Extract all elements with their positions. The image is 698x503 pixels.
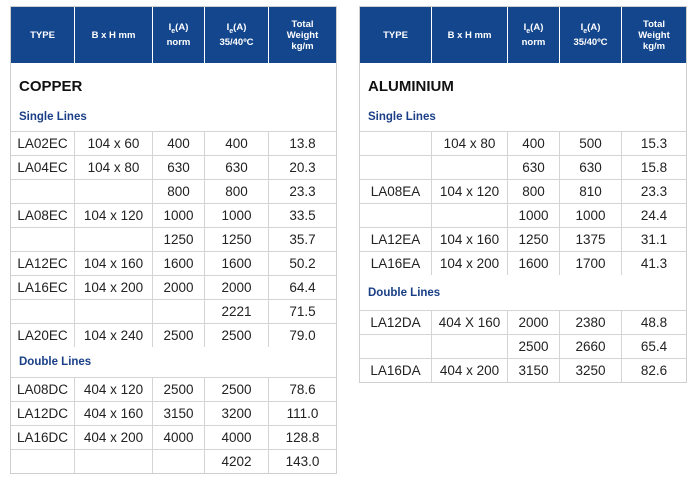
- cell-ie-hot: 800: [205, 180, 269, 203]
- col-dims-label: B x H mm: [91, 29, 136, 41]
- cell-ie-hot: 630: [560, 156, 622, 179]
- cell-type: [360, 132, 432, 155]
- cell-ie-norm: 4000: [153, 426, 205, 449]
- cell-dims: 104 x 200: [432, 252, 508, 275]
- cell-dims: 104 x 200: [75, 276, 153, 299]
- table-row: [11, 203, 336, 227]
- col-weight-line2: Weight: [638, 29, 670, 41]
- col-ie-norm: [153, 7, 205, 63]
- ie-unit: (A): [530, 22, 544, 34]
- table-row: [11, 251, 336, 275]
- cell-weight: 65.4: [640, 339, 668, 354]
- cell-ie-norm: 400: [508, 132, 560, 155]
- col-weight-line3: kg/m: [291, 40, 314, 52]
- cell-ie-hot: 1000: [205, 204, 269, 227]
- cell-dims: [75, 450, 153, 473]
- cell-type: LA12DA: [360, 311, 432, 334]
- cell-dims: 104 x 120: [75, 204, 153, 227]
- col-ie-norm: [508, 7, 560, 63]
- col-weight-line2: Weight: [286, 29, 319, 41]
- cell-type: LA20EC: [11, 324, 75, 347]
- cell-dims: [432, 156, 508, 179]
- table-row: [360, 310, 686, 334]
- cell-weight: 48.8: [640, 315, 668, 330]
- cell-weight: 33.5: [289, 208, 316, 223]
- cell-weight: 111.0: [286, 406, 319, 421]
- cell-ie-norm: 1250: [508, 228, 560, 251]
- ie-subscript: e: [171, 27, 176, 35]
- table-row: [11, 179, 336, 203]
- cell-dims: 104 x 160: [432, 228, 508, 251]
- col-weight: [622, 7, 686, 63]
- aluminium-table: [359, 6, 687, 383]
- col-type: [11, 7, 75, 63]
- cell-type: [360, 335, 432, 358]
- cell-ie-norm: [153, 300, 205, 323]
- cell-ie-hot: 630: [205, 156, 269, 179]
- cell-weight: 20.3: [289, 160, 316, 175]
- cell-weight: 50.2: [289, 256, 316, 271]
- cell-dims: [75, 300, 153, 323]
- cell-ie-norm: 800: [153, 180, 205, 203]
- cell-weight: 64.4: [289, 280, 316, 295]
- cell-dims: [75, 180, 153, 203]
- ie-unit: (A): [175, 22, 189, 34]
- cell-ie-norm: 2000: [153, 276, 205, 299]
- copper-double-rows: [11, 377, 336, 473]
- cell-weight: 31.1: [640, 232, 668, 247]
- cell-ie-norm: 630: [508, 156, 560, 179]
- cell-dims: 104 x 240: [75, 324, 153, 347]
- table-row: [11, 425, 336, 449]
- col-weight-line1: Total: [291, 18, 314, 30]
- cell-ie-hot: 2660: [560, 335, 622, 358]
- ie-unit: (A): [587, 22, 601, 34]
- col-weight: [269, 7, 336, 63]
- cell-ie-norm: 800: [508, 180, 560, 203]
- col-weight-line3: kg/m: [642, 40, 666, 52]
- copper-title: COPPER: [19, 78, 83, 95]
- cell-dims: [432, 204, 508, 227]
- cell-type: LA04EC: [11, 156, 75, 179]
- aluminium-double-rows: [360, 310, 686, 382]
- ie-unit: (A): [233, 22, 247, 34]
- aluminium-single-label: Single Lines: [368, 111, 436, 123]
- aluminium-title: ALUMINIUM: [368, 78, 454, 95]
- cell-type: LA16DC: [11, 426, 75, 449]
- cell-type: [11, 180, 75, 203]
- cell-ie-norm: 2000: [508, 311, 560, 334]
- cell-weight: 71.5: [289, 304, 316, 319]
- cell-ie-norm: 1600: [153, 252, 205, 275]
- copper-header-row: [11, 7, 336, 63]
- cell-ie-norm: 2500: [153, 324, 205, 347]
- cell-dims: 404 X 160: [432, 311, 508, 334]
- ie-subscript: e: [526, 27, 531, 35]
- cell-type: LA12EC: [11, 252, 75, 275]
- cell-ie-hot: 1700: [560, 252, 622, 275]
- cell-type: [360, 204, 432, 227]
- cell-ie-hot: 1600: [205, 252, 269, 275]
- cell-ie-hot: 2000: [205, 276, 269, 299]
- cell-ie-norm: 1000: [153, 204, 205, 227]
- col-ie-norm-current: [169, 22, 189, 37]
- table-row: [360, 155, 686, 179]
- cell-type: LA08EC: [11, 204, 75, 227]
- col-ie-norm-current: [524, 22, 544, 37]
- cell-type: LA16EC: [11, 276, 75, 299]
- cell-ie-norm: 1000: [508, 204, 560, 227]
- cell-ie-hot: 4000: [205, 426, 269, 449]
- ie-symbol: I: [226, 22, 230, 34]
- cell-ie-hot: 3250: [560, 359, 622, 382]
- copper-double-label: Double Lines: [19, 356, 92, 368]
- copper-single-rows: [11, 131, 336, 347]
- table-row: [360, 251, 686, 275]
- table-row: [11, 299, 336, 323]
- table-row: [360, 179, 686, 203]
- aluminium-header-row: [360, 7, 686, 63]
- cell-type: LA02EC: [11, 132, 75, 155]
- cell-type: [11, 450, 75, 473]
- cell-weight: 13.8: [289, 136, 316, 151]
- cell-weight: 41.3: [640, 256, 668, 271]
- col-type-label: TYPE: [383, 29, 408, 41]
- cell-weight: 35.7: [289, 232, 316, 247]
- col-dims-label: B x H mm: [447, 29, 492, 41]
- col-ie-hot: [560, 7, 622, 63]
- cell-weight: 143.0: [285, 454, 320, 469]
- table-row: [11, 227, 336, 251]
- ie-symbol: I: [168, 22, 172, 34]
- table-row: [360, 203, 686, 227]
- cell-ie-norm: 2500: [153, 378, 205, 401]
- cell-weight: 79.0: [289, 328, 316, 343]
- col-type-label: TYPE: [30, 29, 55, 41]
- ie-subscript: e: [229, 27, 234, 35]
- cell-ie-norm: [153, 450, 205, 473]
- cell-ie-norm: 3150: [508, 359, 560, 382]
- col-weight-line1: Total: [643, 18, 665, 30]
- cell-weight: 24.4: [640, 208, 668, 223]
- cell-ie-hot: 500: [560, 132, 622, 155]
- table-row: [360, 227, 686, 251]
- ie-symbol: I: [580, 22, 584, 34]
- cell-ie-hot: 2221: [205, 300, 269, 323]
- cell-ie-hot: 2500: [205, 324, 269, 347]
- cell-ie-hot: 1250: [205, 228, 269, 251]
- cell-weight: 82.6: [640, 363, 668, 378]
- col-ie-hot-current: [581, 22, 601, 37]
- cell-ie-norm: 400: [153, 132, 205, 155]
- col-ie-hot-current: [227, 22, 247, 37]
- cell-type: LA08EA: [360, 180, 432, 203]
- cell-ie-hot: 3200: [205, 402, 269, 425]
- cell-type: LA16DA: [360, 359, 432, 382]
- ie-symbol: I: [523, 22, 527, 34]
- col-ie-hot-label: 35/40ºC: [219, 36, 254, 48]
- cell-ie-norm: 2500: [508, 335, 560, 358]
- cell-dims: 404 x 120: [75, 378, 153, 401]
- aluminium-double-label: Double Lines: [368, 286, 441, 299]
- cell-dims: 404 x 200: [432, 359, 508, 382]
- cell-dims: [432, 335, 508, 358]
- cell-weight: 15.8: [640, 160, 668, 175]
- cell-ie-norm: 1600: [508, 252, 560, 275]
- cell-ie-hot: 2380: [560, 311, 622, 334]
- cell-ie-hot: 400: [205, 132, 269, 155]
- copper-table: [10, 6, 337, 474]
- cell-weight: 128.8: [285, 430, 320, 445]
- cell-weight: 23.3: [640, 184, 668, 199]
- table-row: [360, 131, 686, 155]
- col-dims: [75, 7, 153, 63]
- cell-ie-norm: 3150: [153, 402, 205, 425]
- cell-dims: 404 x 200: [75, 426, 153, 449]
- cell-type: [11, 228, 75, 251]
- cell-dims: 104 x 60: [75, 132, 153, 155]
- col-ie-norm-label: norm: [521, 36, 546, 48]
- ie-subscript: e: [583, 27, 588, 35]
- cell-weight: 23.3: [289, 184, 316, 199]
- cell-type: [360, 156, 432, 179]
- cell-type: LA08DC: [11, 378, 75, 401]
- col-ie-hot-label: 35/40ºC: [573, 36, 608, 48]
- cell-type: [11, 300, 75, 323]
- cell-ie-hot: 2500: [205, 378, 269, 401]
- cell-type: LA12DC: [11, 402, 75, 425]
- cell-ie-hot: 1000: [560, 204, 622, 227]
- col-dims: [432, 7, 508, 63]
- table-row: [11, 275, 336, 299]
- cell-weight: 15.3: [640, 136, 668, 151]
- cell-ie-hot: 1375: [560, 228, 622, 251]
- table-row: [11, 377, 336, 401]
- col-type: [360, 7, 432, 63]
- aluminium-single-rows: [360, 131, 686, 275]
- cell-dims: [75, 228, 153, 251]
- cell-dims: 104 x 80: [432, 132, 508, 155]
- cell-weight: 78.6: [289, 382, 316, 397]
- cell-ie-hot: 810: [560, 180, 622, 203]
- table-row: [360, 334, 686, 358]
- cell-ie-norm: 630: [153, 156, 205, 179]
- cell-dims: 104 x 80: [75, 156, 153, 179]
- cell-dims: 104 x 120: [432, 180, 508, 203]
- table-row: [11, 323, 336, 347]
- cell-ie-norm: 1250: [153, 228, 205, 251]
- col-ie-hot: [205, 7, 269, 63]
- table-row: [11, 155, 336, 179]
- cell-type: LA16EA: [360, 252, 432, 275]
- table-row: [11, 401, 336, 425]
- table-row: [360, 358, 686, 382]
- col-ie-norm-label: norm: [166, 36, 191, 48]
- cell-ie-hot: 4202: [205, 450, 269, 473]
- cell-dims: 404 x 160: [75, 402, 153, 425]
- cell-type: LA12EA: [360, 228, 432, 251]
- cell-dims: 104 x 160: [75, 252, 153, 275]
- copper-single-label: Single Lines: [19, 111, 87, 123]
- table-row: [11, 131, 336, 155]
- table-row: [11, 449, 336, 473]
